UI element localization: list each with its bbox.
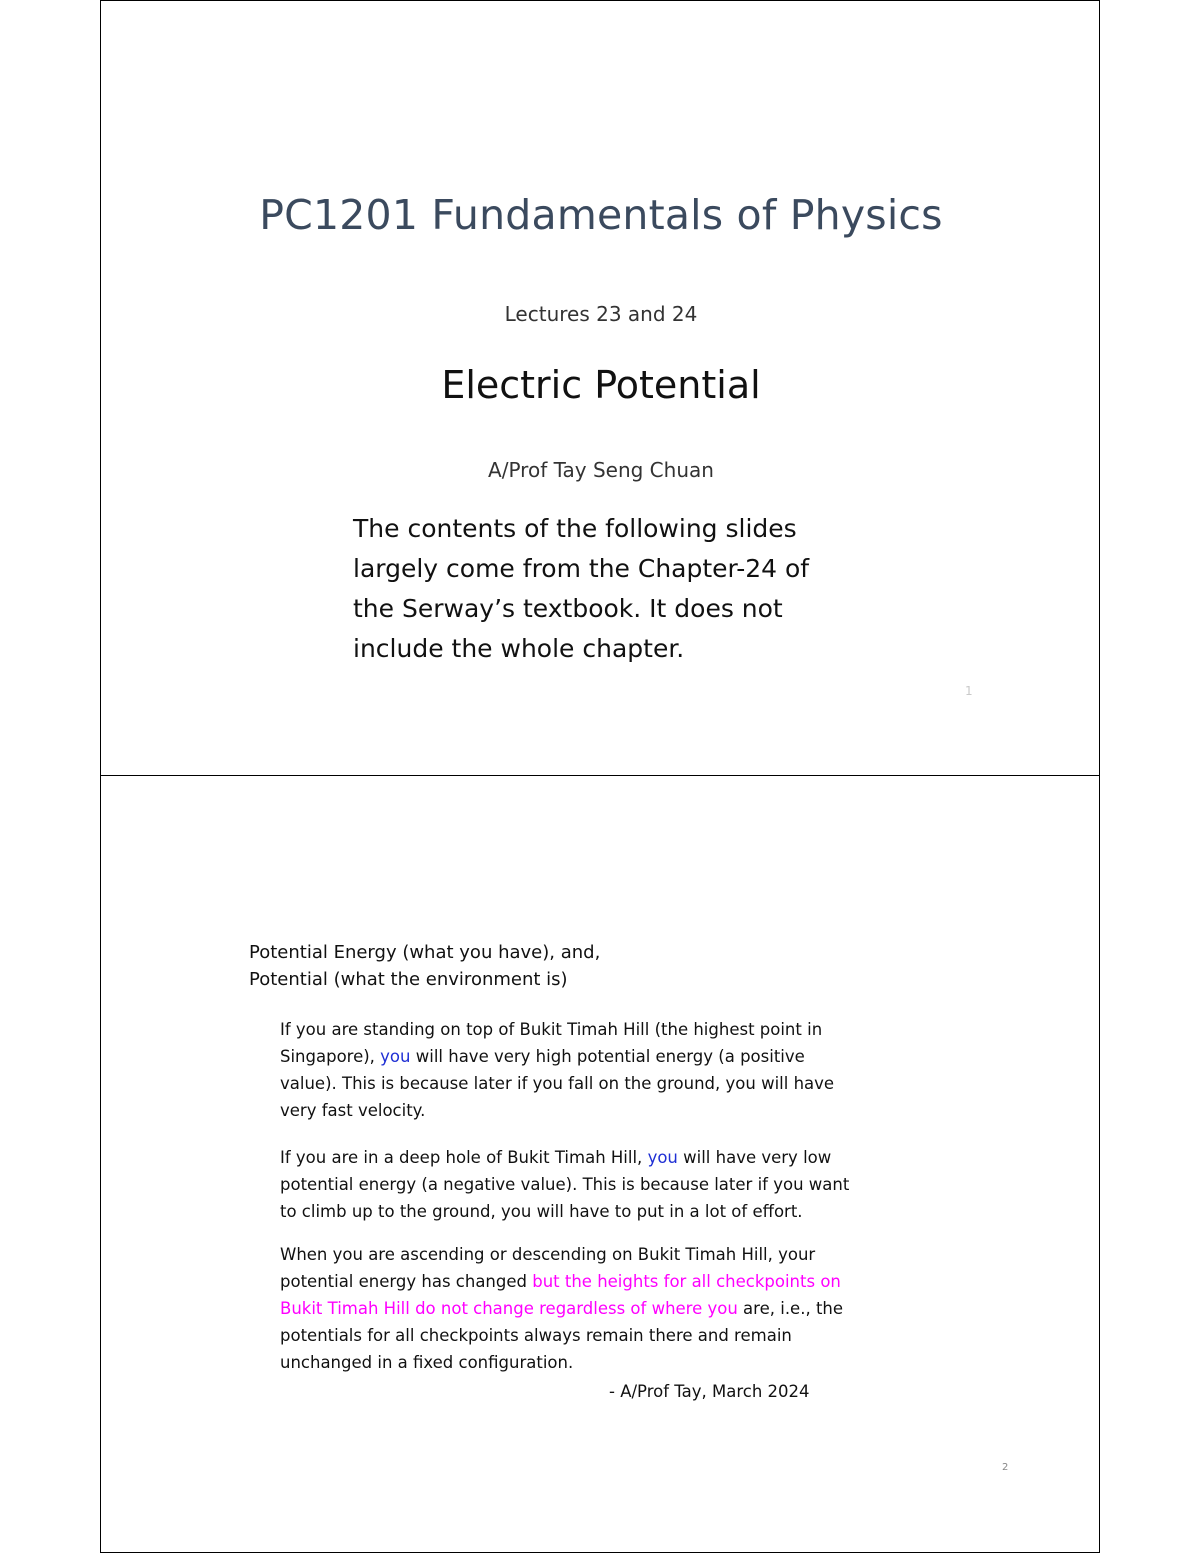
text-segment: will have very low	[677, 1148, 832, 1167]
highlight-heights: but the heights for all checkpoints on	[532, 1272, 841, 1291]
page-number: 1	[965, 684, 973, 698]
paragraph-line: If you are standing on top of Bukit Timah Hill (the highest point in	[280, 1020, 823, 1039]
paragraph-line: value). This is because later if you fall on the ground, you will have	[280, 1074, 835, 1093]
highlight-you: you	[380, 1047, 411, 1066]
signature: - A/Prof Tay, March 2024	[609, 1382, 810, 1401]
slide-1	[100, 0, 1100, 776]
text-segment: potential energy has changed	[280, 1272, 533, 1291]
intro-line: the Serway’s textbook. It does not	[353, 594, 783, 623]
paragraph-line: unchanged in a fixed configuration.	[280, 1353, 574, 1372]
lectures-subtitle: Lectures 23 and 24	[504, 302, 698, 326]
heading-line: Potential (what the environment is)	[249, 969, 568, 990]
intro-line: include the whole chapter.	[353, 634, 685, 663]
text-segment: will have very high potential energy (a positive	[410, 1047, 805, 1066]
paragraph-line	[280, 1268, 920, 1295]
paragraph-deep-hole	[280, 1144, 920, 1225]
paragraph-line: When you are ascending or descending on Bukit Timah Hill, your	[280, 1245, 816, 1264]
paragraph-line: very fast velocity.	[280, 1101, 426, 1120]
paragraph-line: to climb up to the ground, you will have to put in a lot of effort.	[280, 1202, 803, 1221]
text-segment: If you are in a deep hole of Bukit Timah Hill,	[280, 1148, 648, 1167]
paragraph-line: potentials for all checkpoints always remain there and remain	[280, 1326, 792, 1345]
intro-text	[353, 509, 893, 669]
paragraph-hill-top	[280, 1016, 920, 1124]
paragraph-line	[280, 1144, 920, 1171]
paragraph-line	[280, 1043, 920, 1070]
highlight-heights: Bukit Timah Hill do not change regardless of where you	[280, 1299, 738, 1318]
intro-line: largely come from the Chapter-24 of	[353, 554, 810, 583]
topic-title: Electric Potential	[441, 363, 761, 407]
slide-2	[100, 775, 1100, 1553]
text-segment: are, i.e., the	[737, 1299, 844, 1318]
author-name: A/Prof Tay Seng Chuan	[488, 458, 714, 482]
text-segment: Singapore),	[280, 1047, 381, 1066]
highlight-you: you	[647, 1148, 678, 1167]
heading-line: Potential Energy (what you have), and,	[249, 942, 601, 963]
paragraph-line	[280, 1295, 920, 1322]
slide-heading	[249, 939, 809, 993]
page-number: 2	[1002, 1462, 1009, 1473]
course-title: PC1201 Fundamentals of Physics	[259, 191, 943, 239]
paragraph-line: potential energy (a negative value). This is because later if you want	[280, 1175, 850, 1194]
paragraph-ascending	[280, 1241, 920, 1376]
intro-line: The contents of the following slides	[353, 514, 797, 543]
